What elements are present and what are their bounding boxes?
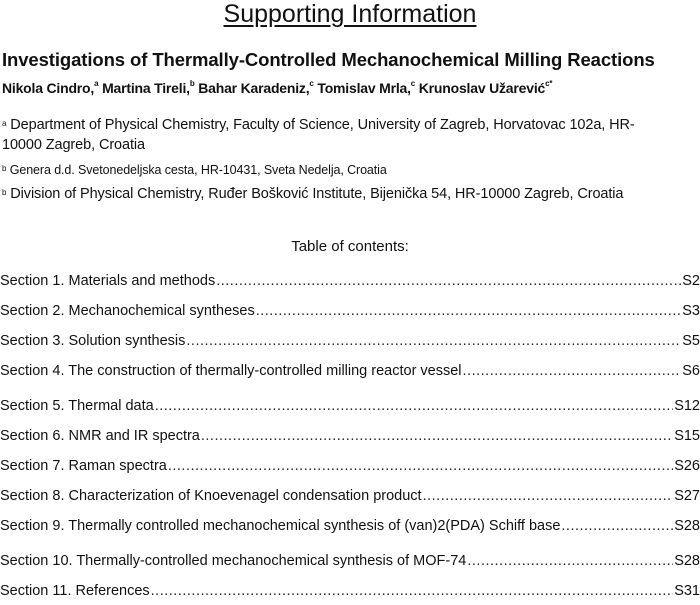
toc-entry-title: Section 4. The construction of thermally-controlled milling reactor vessel [0, 363, 462, 379]
dot-leader [155, 398, 674, 414]
toc-entry-page: S15 [674, 428, 700, 444]
paper-title: Investigations of Thermally-Controlled Mechanochemical Milling Reactions [2, 49, 655, 70]
toc-entry-page: S3 [682, 303, 700, 319]
toc-entry-title: Section 5. Thermal data [0, 398, 154, 414]
dot-leader [186, 333, 681, 349]
toc-entry-title: Section 10. Thermally-controlled mechanochemical synthesis of MOF-74 [0, 553, 467, 569]
toc-entry-title: Section 3. Solution synthesis [0, 333, 186, 349]
dot-leader [561, 518, 673, 534]
author-name: Krunoslav Užarević [418, 80, 546, 96]
author-list [2, 80, 552, 96]
toc-entry-page: S26 [674, 458, 700, 474]
dot-leader [201, 428, 673, 444]
author-name: Bahar Karadeniz, [198, 80, 310, 96]
toc-entry[interactable] [0, 488, 700, 510]
toc-entry[interactable] [0, 428, 700, 450]
dot-leader [423, 488, 674, 504]
toc-heading: Table of contents: [291, 238, 409, 255]
affiliation-b [2, 160, 387, 180]
affiliation-mark: b [2, 164, 7, 173]
dot-leader [467, 553, 673, 569]
toc-entry[interactable] [0, 518, 700, 540]
toc-entry-title: Section 11. References [0, 583, 150, 599]
toc-entry-page: S31 [674, 583, 700, 599]
dot-leader [216, 273, 681, 289]
toc-entry-page: S12 [674, 398, 700, 414]
toc-entry-page: S5 [682, 333, 700, 349]
toc-entry[interactable] [0, 398, 700, 420]
author-name: Nikola Cindro, [2, 80, 95, 96]
author-affiliation-mark: b [189, 79, 195, 88]
document-title: Supporting Information [223, 0, 477, 28]
toc-entry-title: Section 9. Thermally controlled mechanochemical synthesis of (van)2(PDA) Schiff base [0, 518, 561, 534]
toc-entry[interactable] [0, 458, 700, 480]
affiliation-mark: a [2, 119, 7, 128]
dot-leader [256, 303, 682, 319]
toc-entry-page: S6 [682, 363, 700, 379]
dot-leader [151, 583, 674, 599]
affiliation-a [2, 115, 635, 155]
toc-entry-page: S28 [674, 553, 700, 569]
dot-leader [463, 363, 682, 379]
author-affiliation-mark: c [309, 79, 314, 88]
affiliation-text: Genera d.d. Svetonedeljska cesta, HR-10431, Sveta Nedelja, Croatia [9, 163, 387, 177]
author-affiliation-mark: c [410, 79, 416, 88]
author-affiliation-mark: a [94, 79, 99, 88]
toc-entry-title: Section 2. Mechanochemical syntheses [0, 303, 255, 319]
affiliation-mark: b [2, 188, 7, 197]
toc-entry-page: S28 [674, 518, 700, 534]
affiliation-text: Division of Physical Chemistry, Ruđer Bošković Institute, Bijenička 54, HR-10000 Zagreb, Croatia [10, 186, 624, 202]
toc-entry-title: Section 8. Characterization of Knoevenagel condensation product [0, 488, 422, 504]
affiliation-c [2, 184, 623, 204]
author-name: Martina Tireli, [102, 80, 190, 96]
toc-entry-title: Section 7. Raman spectra [0, 458, 167, 474]
author-name: Tomislav Mrla, [317, 80, 411, 96]
toc-entry-page: S2 [682, 273, 700, 289]
toc-entry[interactable] [0, 273, 700, 295]
toc-entry[interactable] [0, 553, 700, 575]
toc-entry[interactable] [0, 363, 700, 385]
toc-entry[interactable] [0, 583, 700, 605]
toc-entry-title: Section 6. NMR and IR spectra [0, 428, 200, 444]
toc-entry-title: Section 1. Materials and methods [0, 273, 216, 289]
toc-entry-page: S27 [674, 488, 700, 504]
author-affiliation-mark: c* [545, 79, 553, 88]
affiliation-text: Department of Physical Chemistry, Faculty of Science, University of Zagreb, Horvatovac 102a, HR- [10, 117, 635, 133]
toc-entry[interactable] [0, 333, 700, 355]
dot-leader [168, 458, 673, 474]
affiliation-text-cont: 10000 Zagreb, Croatia [2, 137, 145, 153]
toc-entry[interactable] [0, 303, 700, 325]
